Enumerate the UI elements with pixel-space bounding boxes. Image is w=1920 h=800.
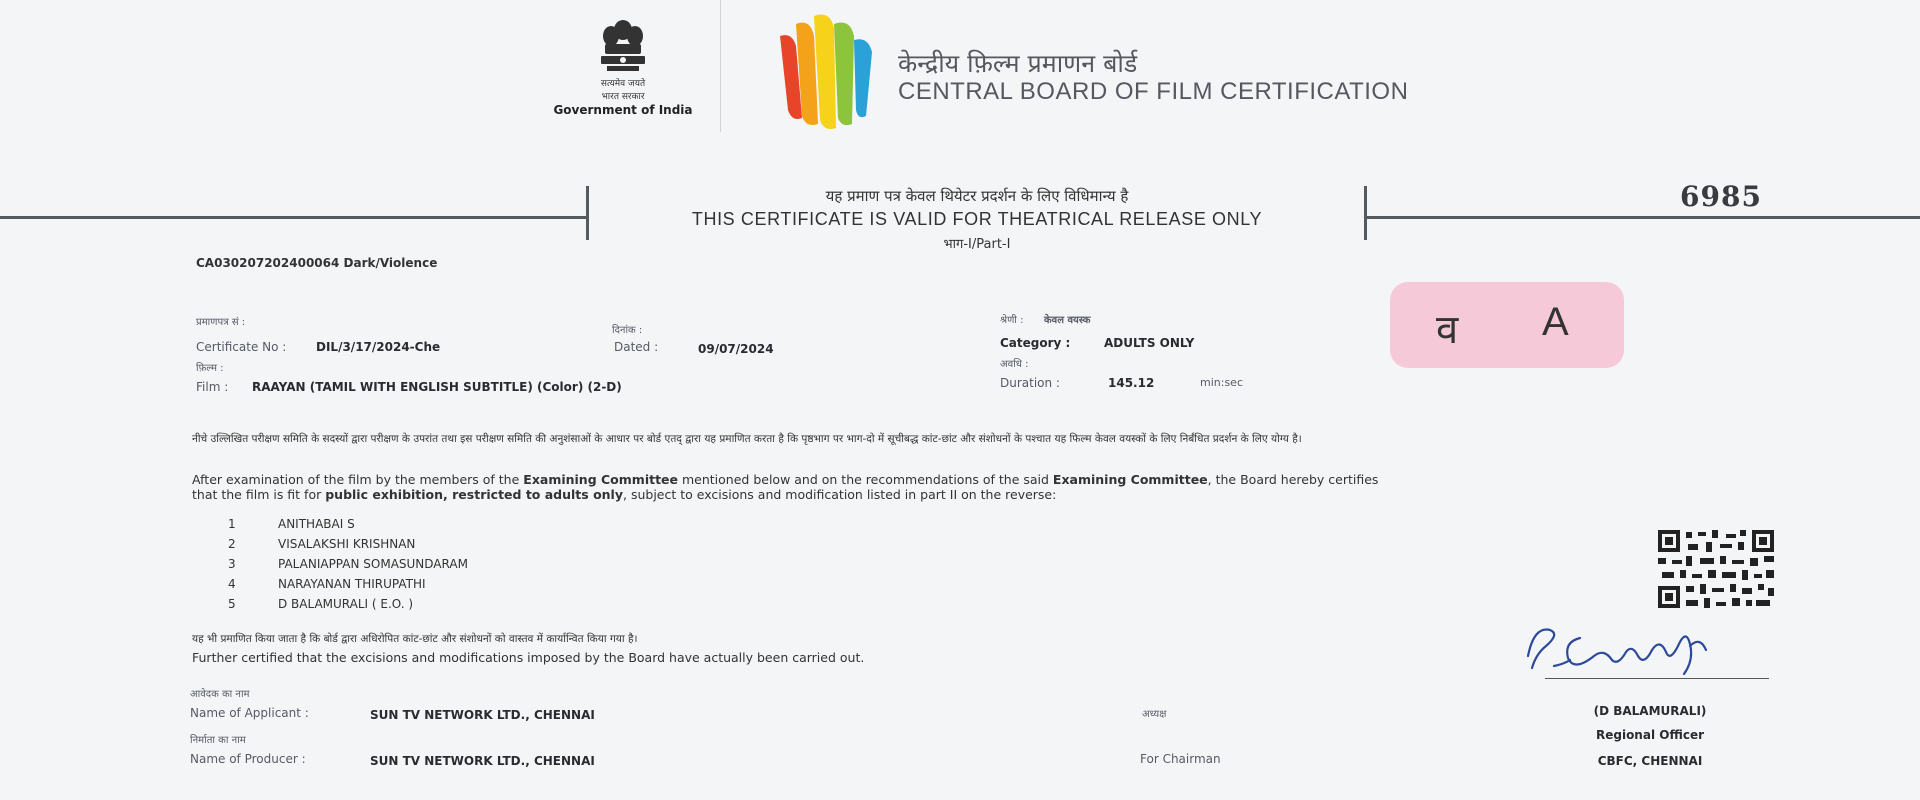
banner-rule-left — [0, 216, 588, 219]
emblem-bharat: भारत सरकार — [601, 92, 645, 102]
category-value-hindi: केवल वयस्क — [1044, 315, 1091, 326]
qr-code-icon — [1656, 528, 1776, 610]
duration-label: Duration : — [1000, 376, 1060, 390]
applicant-label: Name of Applicant : — [190, 706, 309, 720]
rating-hindi: व — [1436, 307, 1459, 353]
header-divider — [720, 0, 721, 132]
list-item: 4 NARAYANAN THIRUPATHI — [228, 577, 426, 591]
further-text-hindi: यह भी प्रमाणित किया जाता है कि बोर्ड द्वारा अधिरोपित कांट-छांट और संशोधनों को वास्तव में कार्यान्वित किया गया है। — [192, 633, 638, 645]
validity-banner — [592, 186, 1362, 252]
category-value: ADULTS ONLY — [1104, 336, 1195, 350]
cert-number: DIL/3/17/2024-Che — [316, 340, 441, 354]
committee-members-list — [228, 514, 468, 614]
film-label-hindi: फ़िल्म : — [196, 363, 224, 374]
date-label-hindi: दिनांक : — [612, 325, 643, 336]
category-label-hindi: श्रेणी : — [1000, 315, 1024, 326]
list-item: 5 D BALAMURALI ( E.O. ) — [228, 597, 414, 611]
ca-code: CA030207202400064 Dark/Violence — [196, 256, 438, 270]
chairman-label-hindi: अध्यक्ष — [1142, 709, 1167, 720]
signatory-office: CBFC, CHENNAI — [1597, 754, 1703, 768]
banner-rule-right — [1364, 216, 1920, 219]
cert-label: Certificate No : — [196, 340, 287, 354]
signature-line — [1545, 678, 1769, 679]
producer-label: Name of Producer : — [190, 752, 306, 766]
cbfc-logo-icon — [772, 6, 882, 132]
list-item: 2 VISALAKSHI KRISHNAN — [228, 537, 416, 551]
banner-bar-right — [1364, 186, 1367, 240]
further-text-english: Further certified that the excisions and modifications imposed by the Board have actually been carried out. — [192, 650, 865, 665]
rating-english: A — [1542, 300, 1569, 344]
examination-text-english: After examination of the film by the members of the Examining Committee mentioned below and on the recommendations of the said Examining Committee, the Board hereby certifies that the film is fit for public exhibition, restricted to adults only, subject to excisions and modification listed in part II on the reverse: — [192, 472, 1379, 502]
film-label: Film : — [196, 380, 229, 394]
board-name-hindi: केन्द्रीय फ़िल्म प्रमाणन बोर्ड — [898, 49, 1138, 78]
government-of-india-label: Government of India — [553, 103, 693, 117]
list-item: 3 PALANIAPPAN SOMASUNDARAM — [228, 557, 468, 571]
cert-label-hindi: प्रमाणपत्र सं : — [196, 317, 246, 328]
signature-icon — [1520, 616, 1750, 678]
signatory-title: Regional Officer — [1595, 728, 1704, 742]
banner-bar-left — [586, 186, 589, 240]
applicant-label-hindi: आवेदक का नाम — [190, 689, 250, 700]
board-name-english: CENTRAL BOARD OF FILM CERTIFICATION — [898, 78, 1409, 105]
government-emblem — [548, 12, 698, 130]
examination-text-hindi: नीचे उल्लिखित परीक्षण समिति के सदस्यों द्वारा परीक्षण के उपरांत तथा इस परीक्षण समिति की अनुशंसाओं के आधार पर बोर्ड एतद् द्वारा यह प्रमाणित करता है कि पृष्ठभाग पर भाग-दो में सूचीबद्ध कांट-छांट और संशोधनों के पश्चात यह फिल्म केवल वयस्कों के लिए निर्बंधित प्रदर्शन के लिए योग्य है। — [192, 433, 1302, 445]
duration-unit: min:sec — [1200, 376, 1243, 389]
list-item: 1 ANITHABAI S — [228, 517, 355, 531]
date-value: 09/07/2024 — [698, 342, 774, 356]
category-label: Category : — [1000, 336, 1071, 350]
validity-english: THIS CERTIFICATE IS VALID FOR THEATRICAL RELEASE ONLY — [691, 209, 1263, 229]
validity-hindi: यह प्रमाण पत्र केवल थियेटर प्रदर्शन के लिए विधिमान्य है — [825, 187, 1129, 205]
producer-name: SUN TV NETWORK LTD., CHENNAI — [370, 754, 595, 768]
emblem-motto: सत्यमेव जयते — [600, 79, 646, 89]
producer-label-hindi: निर्माता का नाम — [190, 735, 246, 746]
film-title: RAAYAN (TAMIL WITH ENGLISH SUBTITLE) (Color) (2-D) — [252, 380, 622, 394]
date-label: Dated : — [614, 340, 659, 354]
signatory-name: (D BALAMURALI) — [1593, 704, 1707, 718]
serial-number: 6985 — [1680, 180, 1762, 213]
for-chairman-label: For Chairman — [1140, 752, 1221, 766]
rating-badge — [1390, 282, 1624, 368]
duration-label-hindi: अवधि : — [1000, 359, 1029, 370]
applicant-name: SUN TV NETWORK LTD., CHENNAI — [370, 708, 595, 722]
lion-capital-icon — [591, 12, 655, 76]
duration-value: 145.12 — [1108, 376, 1155, 390]
part-label: भाग-I/Part-I — [943, 237, 1011, 252]
